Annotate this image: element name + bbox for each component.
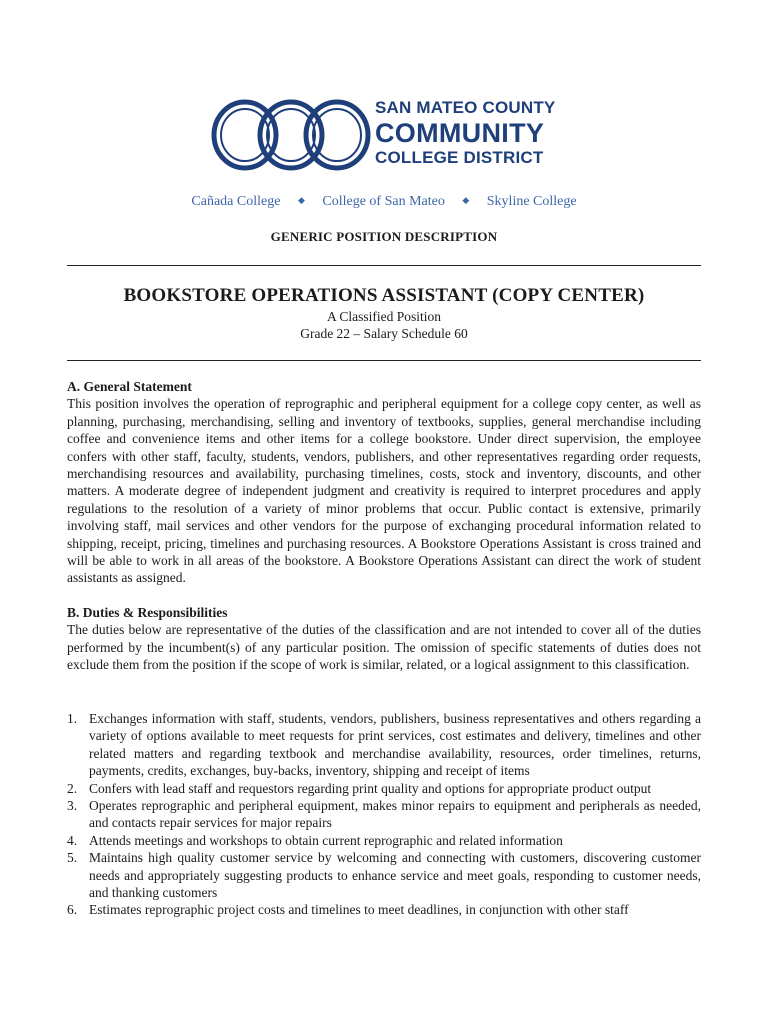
logo-wordmark xyxy=(375,98,555,168)
document-type-label: GENERIC POSITION DESCRIPTION xyxy=(270,229,498,244)
college-san-mateo[interactable]: College of San Mateo xyxy=(322,194,445,209)
list-item xyxy=(67,780,701,797)
logo-line-community: COMMUNITY xyxy=(375,118,545,148)
logo-line-district: COLLEGE DISTRICT xyxy=(375,148,544,167)
logo-line-county: SAN MATEO COUNTY xyxy=(375,98,556,117)
list-item xyxy=(67,832,701,849)
list-item-number: 1. xyxy=(67,711,78,726)
list-item-number: 4. xyxy=(67,832,78,848)
diamond-separator-icon: ◆ xyxy=(297,195,305,205)
list-item-text: Attends meetings and workshops to obtain current reprographic and related information xyxy=(89,832,563,848)
list-item-text: Maintains high quality customer service by welcoming and connecting with customers, discovering customer needs and appropriately suggesting products to enhance service and meet goals, responding to customer needs, and thanking customers xyxy=(89,850,701,901)
list-item-number: 2. xyxy=(67,780,78,796)
college-canada[interactable]: Cañada College xyxy=(191,194,281,209)
position-title: BOOKSTORE OPERATIONS ASSISTANT (COPY CENTER) xyxy=(123,285,645,306)
list-item-number: 5. xyxy=(67,850,78,866)
list-item xyxy=(67,901,701,918)
list-item-text: Estimates reprographic project costs and timelines to meet deadlines, in conjunction with other staff xyxy=(89,902,629,918)
duties-intro: The duties below are representative of the duties of the classification and are not intended to cover all of the duties performed by the incumbent(s) of any particular position. The omission of specific statements of duties does not exclude them from the position if the scope of work is similar, related, or a logical assignment to this classification. xyxy=(67,622,701,673)
college-skyline[interactable]: Skyline College xyxy=(486,194,577,209)
position-classification: A Classified Position xyxy=(326,309,441,324)
list-item-number: 3. xyxy=(67,798,78,814)
list-item-text: Confers with lead staff and requestors regarding print quality and options for appropriate product output xyxy=(89,780,652,796)
list-item xyxy=(67,849,701,901)
duties-section xyxy=(67,604,701,674)
general-statement-heading: A. General Statement xyxy=(67,379,192,394)
list-item-text: Exchanges information with staff, students, vendors, publishers, business representatives and others regarding a variety of options available to meet requests for print services, cost estimates and delivery, timelines and other related matters and regarding textbook and merchandise availability, resources, order timelines, returns, payments, credits, exchanges, buy-backs, inventory, shipping and receipt of items xyxy=(89,711,701,779)
general-statement-body: This position involves the operation of reprographic and peripheral equipment for a college copy center, as well as planning, purchasing, merchandising, selling and inventory of textbooks, supplies, general merchandise including coffee and convenience items and other items for a college bookstore. Under direct supervision, the employee confers with other staff, faculty, students, vendors, publishers, and other representatives regarding order requests, merchandising resources and availability, purchasing timelines, costs, stock and inventory, discounts, and other matters. A moderate degree of independent judgment and creativity is required to interpret procedures and apply regulations to the resolution of a variety of minor problems that occur. Public contact is extensive, primarily involving staff, mail services and other vendors for the purpose of exchanging procedural information related to shipping, receipt, pricing, timelines and purchasing resources. A Bookstore Operations Assistant is cross trained and will be able to work in all areas of the bookstore. A Bookstore Operations Assistant can direct the work of student assistants as assigned. xyxy=(67,396,701,586)
diamond-separator-icon: ◆ xyxy=(462,195,470,205)
divider-bottom xyxy=(67,360,701,361)
duties-heading: B. Duties & Responsibilities xyxy=(67,605,228,620)
list-item-number: 6. xyxy=(67,902,78,918)
list-item xyxy=(67,797,701,832)
district-logo xyxy=(211,92,571,176)
general-statement-section xyxy=(67,378,701,587)
divider-top xyxy=(67,265,701,266)
position-title-block xyxy=(0,284,768,342)
position-grade: Grade 22 – Salary Schedule 60 xyxy=(300,326,468,341)
college-list xyxy=(0,194,768,210)
interlocking-rings-icon xyxy=(211,96,371,174)
duties-list xyxy=(67,710,701,919)
list-item xyxy=(67,710,701,780)
list-item-text: Operates reprographic and peripheral equipment, makes minor repairs to equipment and peripherals as needed, and contacts repair services for major repairs xyxy=(89,798,701,831)
